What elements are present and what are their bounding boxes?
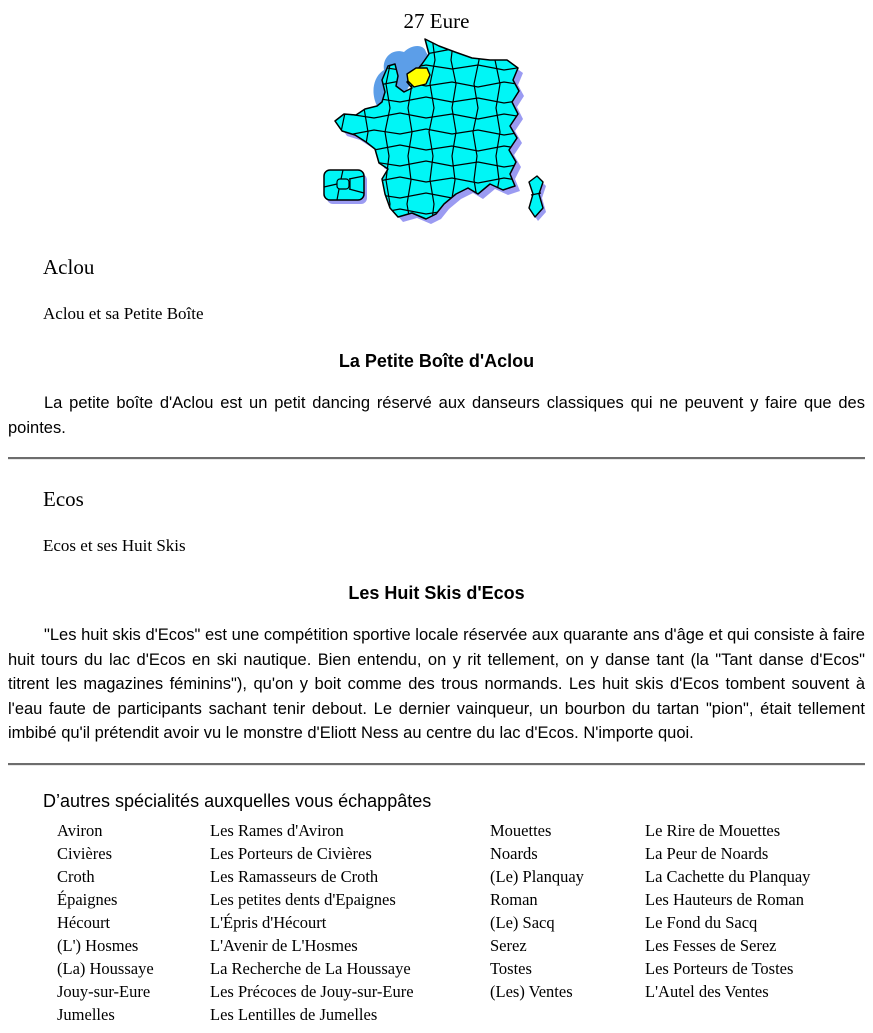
specialty-name: Le Rire de Mouettes xyxy=(645,820,781,840)
specialty-name: L'Autel des Ventes xyxy=(645,981,769,1001)
section-heading: Ecos xyxy=(43,487,84,511)
specialty-name: Les Lentilles de Jumelles xyxy=(210,1004,378,1024)
commune-name: Jumelles xyxy=(57,1004,115,1024)
page-title: 27 Eure xyxy=(403,9,470,33)
commune-name xyxy=(490,1003,645,1026)
section-subtitle: Aclou et sa Petite Boîte xyxy=(43,304,204,323)
specialties-section xyxy=(8,791,865,1026)
commune-name: (Les) Ventes xyxy=(490,981,573,1001)
commune-name: Jouy-sur-Eure xyxy=(57,981,151,1001)
commune-name: Croth xyxy=(57,866,95,886)
specialty-name: La Recherche de La Houssaye xyxy=(210,958,411,978)
specialty-name: Les Ramasseurs de Croth xyxy=(210,866,379,886)
article-body: La petite boîte d'Aclou est un petit dancing réservé aux danseurs classiques qui ne peuvent y faire que des pointes. xyxy=(8,394,865,437)
commune-name: (L') Hosmes xyxy=(57,935,139,955)
commune-name: Aviron xyxy=(57,820,103,840)
commune-name: (Le) Planquay xyxy=(490,866,584,886)
commune-name: Noards xyxy=(490,843,538,863)
commune-name: (Le) Sacq xyxy=(490,912,555,932)
commune-name: Hécourt xyxy=(57,912,111,932)
specialty-name: Les Porteurs de Civières xyxy=(210,843,372,863)
france-departments-map xyxy=(322,36,558,228)
document-page xyxy=(0,9,873,1026)
specialty-name xyxy=(645,1003,865,1026)
specialty-name: Les Porteurs de Tostes xyxy=(645,958,794,978)
specialty-name: Le Fond du Sacq xyxy=(645,912,758,932)
section-heading: Aclou xyxy=(43,255,95,279)
specialty-name: La Cachette du Planquay xyxy=(645,866,811,886)
specialty-name: Les Rames d'Aviron xyxy=(210,820,344,840)
specialty-name: L'Épris d'Hécourt xyxy=(210,912,327,932)
specialties-heading: D’autres spécialités auxquelles vous échappâtes xyxy=(43,790,432,811)
commune-name: Civières xyxy=(57,843,112,863)
commune-name: Serez xyxy=(490,935,527,955)
ile-de-france-inset xyxy=(324,170,364,200)
commune-name: Roman xyxy=(490,889,538,909)
specialty-name: Les Fesses de Serez xyxy=(645,935,777,955)
article-title: La Petite Boîte d'Aclou xyxy=(338,351,535,371)
article-body: "Les huit skis d'Ecos" est une compétition sportive locale réservée aux quarante ans d'âge et qui consiste à faire huit tours du lac d'Ecos en ski nautique. Bien entendu, on y rit tellement, on y danse tant (la "Tant danse d'Ecos" titrent les magazines féminins"), qu'on y boit comme des trous normands. Les huit skis d'Ecos tombent souvent à l'eau faute de participants sachant tenir debout. Le dernier vainqueur, un bourbon du tartan "pion", était tellement imbibé qu'il prétendit avoir vu le monstre d'Eliott Ness au centre du lac d'Ecos. N'importe quoi. xyxy=(8,626,865,742)
commune-name: Épaignes xyxy=(57,889,118,909)
specialty-name: L'Avenir de L'Hosmes xyxy=(210,935,358,955)
specialties-table xyxy=(57,819,865,1026)
specialty-name: Les Précoces de Jouy-sur-Eure xyxy=(210,981,414,1001)
section-subtitle: Ecos et ses Huit Skis xyxy=(43,536,186,555)
section-ecos xyxy=(8,487,865,746)
commune-name: Tostes xyxy=(490,958,532,978)
section-divider xyxy=(8,457,865,460)
specialty-name: La Peur de Noards xyxy=(645,843,769,863)
section-divider xyxy=(8,763,865,766)
article-title: Les Huit Skis d'Ecos xyxy=(348,583,525,603)
section-aclou xyxy=(8,255,865,440)
specialty-name: Les petites dents d'Epaignes xyxy=(210,889,396,909)
commune-name: Mouettes xyxy=(490,820,552,840)
specialty-name: Les Hauteurs de Roman xyxy=(645,889,804,909)
commune-name: (La) Houssaye xyxy=(57,958,154,978)
map-container xyxy=(14,36,865,228)
